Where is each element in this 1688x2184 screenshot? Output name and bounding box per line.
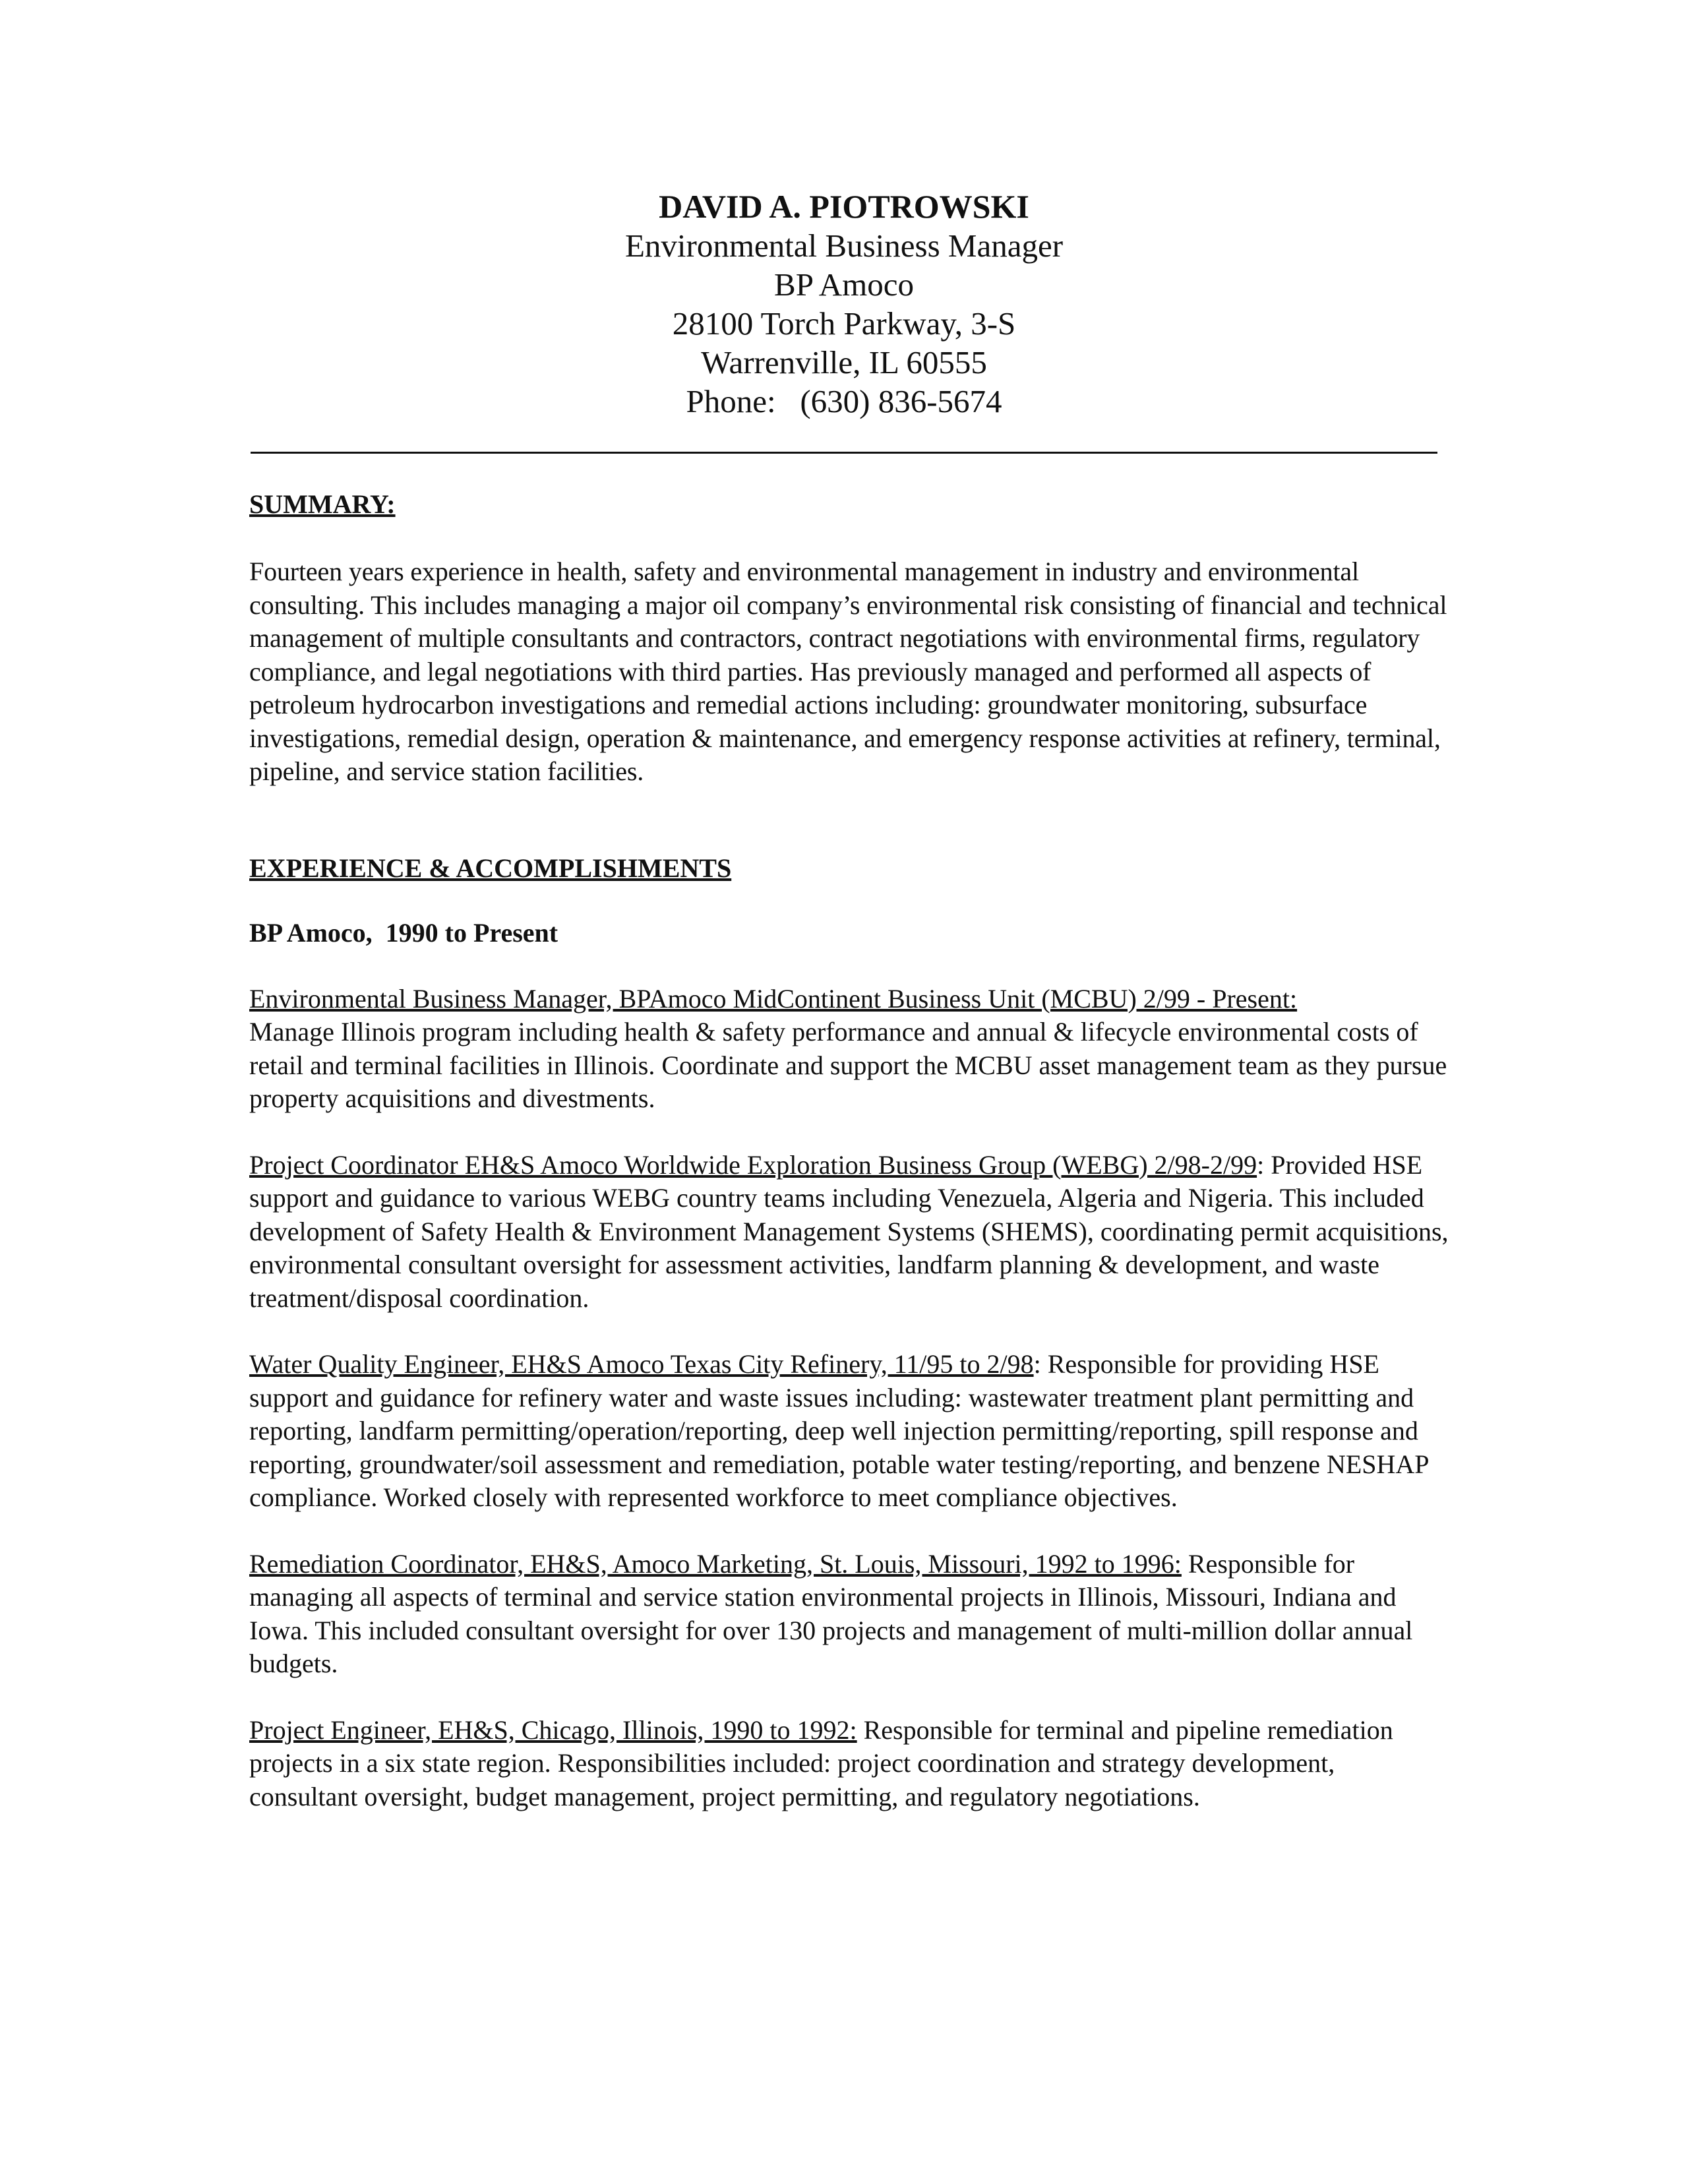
experience-entry bbox=[249, 1714, 1449, 1814]
resume-body bbox=[249, 488, 1449, 1813]
contact-header bbox=[0, 187, 1688, 421]
role-title: Environmental Business Manager, BPAmoco MidContinent Business Unit (MCBU) 2/99 - Present: bbox=[249, 983, 1298, 1014]
role-description: Responsible for managing all aspects of terminal and service station environmental projects in Illinois, Missouri, Indiana and Iowa. This included consultant oversight for over 130 projects and management of multi-million dollar annual budgets. bbox=[249, 1548, 1413, 1678]
summary-text: Fourteen years experience in health, safety and environmental management in industry and environmental consulting. This includes managing a major oil company’s environmental risk consisting of financial and technical management of multiple consultants and contractors, contract negotiations with environmental firms, regulatory compliance, and legal negotiations with third parties. Has previously managed and performed all aspects of petroleum hydrocarbon investigations and remedial actions including: groundwater monitoring, subsurface investigations, remedial design, operation & maintenance, and emergency response activities at refinery, terminal, pipeline, and service station facilities. bbox=[249, 557, 1447, 786]
company-heading: BP Amoco, 1990 to Present bbox=[249, 917, 558, 948]
role-title: Remediation Coordinator, EH&S, Amoco Marketing, St. Louis, Missouri, 1992 to 1996: bbox=[249, 1548, 1182, 1579]
role-description: Responsible for terminal and pipeline remediation projects in a six state region. Responsibilities included: project coordination and strategy development, consultant oversight, budget management, project permitting, and regulatory negotiations. bbox=[249, 1714, 1393, 1811]
summary-heading: SUMMARY: bbox=[249, 489, 396, 519]
job-title: Environmental Business Manager bbox=[624, 228, 1064, 264]
role-description: : Responsible for providing HSE support and guidance for refinery water and waste issues including: wastewater treatment plant permitting and reporting, landfarm permitting/operation/reporting, deep well injection permitting/reporting, spill response and reporting, groundwater/soil assessment and remediation, potable water testing/reporting, and benzene NESHAP compliance. Worked closely with represented workforce to meet compliance objectives. bbox=[249, 1349, 1429, 1512]
experience-entry bbox=[249, 983, 1449, 1116]
experience-heading: EXPERIENCE & ACCOMPLISHMENTS bbox=[249, 853, 732, 883]
experience-entry bbox=[249, 1548, 1449, 1681]
experience-entry bbox=[249, 1348, 1449, 1515]
role-title: Project Engineer, EH&S, Chicago, Illinois, 1990 to 1992: bbox=[249, 1714, 857, 1745]
employer-name: BP Amoco bbox=[774, 266, 914, 303]
role-description: : Provided HSE support and guidance to various WEBG country teams including Venezuela, Algeria and Nigeria. This included development of Safety Health & Environment Management Systems (SHEMS), coordinating permit acquisitions, environmental consultant oversight for assessment activities, landfarm planning & development, and waste treatment/disposal coordination. bbox=[249, 1149, 1449, 1313]
experience-entry bbox=[249, 1149, 1449, 1316]
address-street: 28100 Torch Parkway, 3-S bbox=[672, 305, 1016, 342]
phone-number: Phone: (630) 836-5674 bbox=[686, 383, 1002, 419]
header-divider bbox=[251, 452, 1437, 454]
role-description: Manage Illinois program including health & safety performance and annual & lifecycle environmental costs of retail and terminal facilities in Illinois. Coordinate and support the MCBU asset management team as they pursue property acquisitions and divestments. bbox=[249, 1017, 1447, 1113]
address-city: Warrenville, IL 60555 bbox=[701, 344, 987, 380]
person-name: DAVID A. PIOTROWSKI bbox=[659, 188, 1029, 225]
role-title: Water Quality Engineer, EH&S Amoco Texas City Refinery, 11/95 to 2/98 bbox=[249, 1349, 1034, 1379]
role-title: Project Coordinator EH&S Amoco Worldwide Exploration Business Group (WEBG) 2/98-2/99 bbox=[249, 1149, 1257, 1180]
